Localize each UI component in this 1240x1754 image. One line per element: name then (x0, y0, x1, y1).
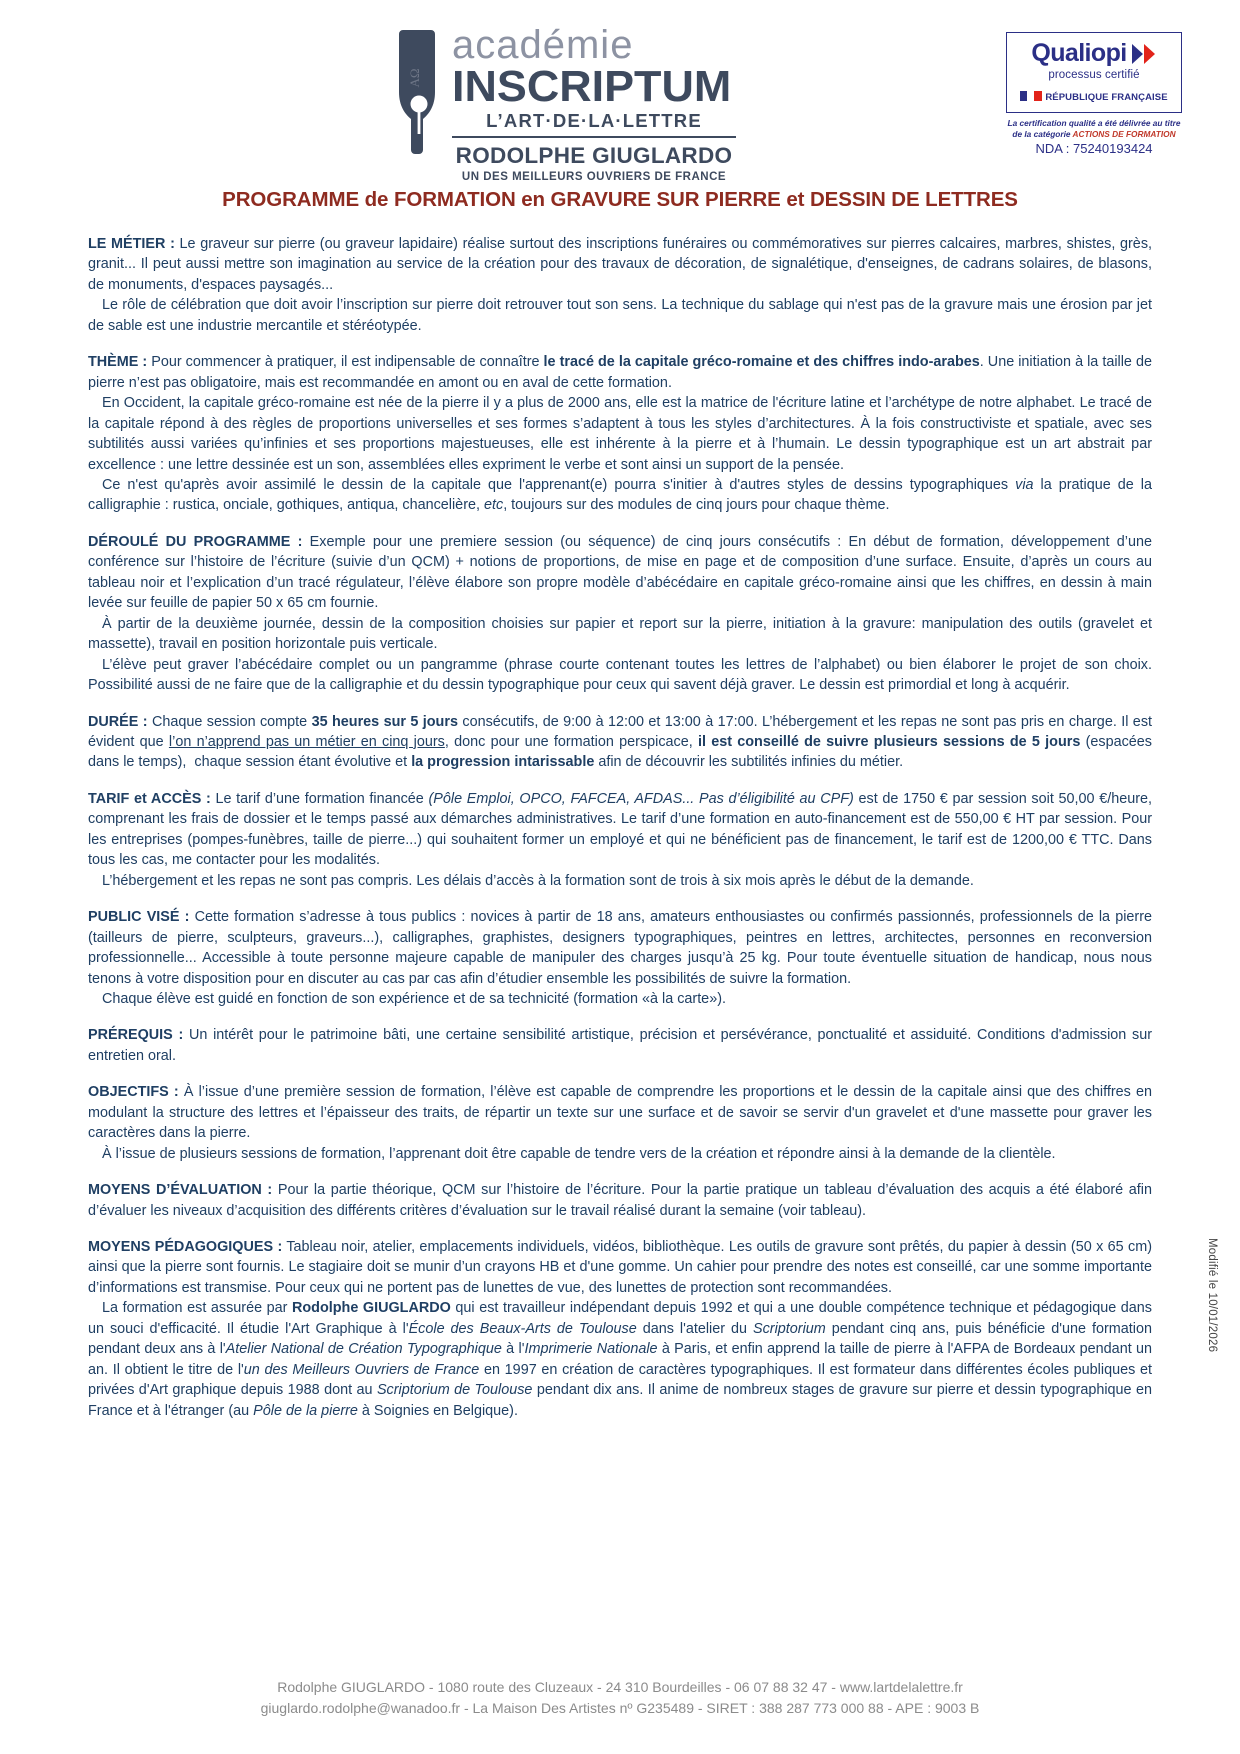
section-heading: OBJECTIFS : (88, 1084, 179, 1101)
section-moyens-evaluation (88, 1180, 1152, 1221)
paragraph: La formation est assurée par Rodolphe GIUGLARDO qui est travailleur indépendant depuis 1992 et qui a une double compétence technique et pédagogique dans un souci d'efficacité. Il étudie l'Art Graphique à l'École des Beaux-Arts de Toulouse dans l'atelier du Scriptorium pendant cinq ans, puis bénéficie d'une formation pendant deux ans à l'Atelier National de Création Typographique à l'Imprimerie Nationale à Paris, et enfin apprend la taille de pierre à l'AFPA de Bordeaux pendant un an. Il obtient le titre de l'un des Meilleurs Ouvriers de France en 1997 en création de caractères typographiques. Il est formateur dans différentes écoles publiques et privées d'Art graphique depuis 1988 dont au Scriptorium de Toulouse pendant dix ans. Il anime de nombreux stages de gravure sur pierre et dessin typographique en France et à l'étranger (au Pôle de la pierre à Soignies en Belgique). (88, 1300, 1153, 1419)
footer-line-contact: Rodolphe GIUGLARDO - 1080 route des Cluzeaux - 24 310 Bourdeilles - 06 07 88 32 47 - www.lartdelalettre.fr (277, 1678, 963, 1695)
qualiopi-category: ACTIONS DE FORMATION (1072, 128, 1176, 139)
paragraph-text: Cette formation s’adresse à tous publics : novices à partir de 18 ans, amateurs enthousiastes ou confirmés passionnés, professionnels de la pierre (tailleurs de pierre, sculpteurs, graveurs...), calligraphes, graphistes, designers typographiques, peintres en lettres, architectes, personnes en reconversion professionnelle... Accessible à toute personne majeure capable de manipuler des charges jusqu’à 25 kg. Pour toute éventuelle situation de handicap, nous nous tenons à votre disposition pour en discuter au cas par cas afin d’étudier ensemble les possibilités de suivre la formation. (88, 909, 1152, 987)
paragraph (88, 907, 1152, 989)
paragraph-text: Exemple pour une premiere session (ou séquence) de cinq jours consécutifs : En début de formation, développement d’une conférence sur l’histoire de l’écriture (suivie d’un QCM) + notions de proportions, de mise en page et de composition d’une surface. Ensuite, d’après un cours au tableau noir et l’explication d’un tracé régulateur, l’élève élabore son propre modèle d’abécédaire en capitale gréco-romaine ainsi que les chiffres, en dessin à main levée sur feuille de papier 50 x 65 cm fournie. (88, 533, 1152, 612)
paragraph: Chaque élève est guidé en fonction de son expérience et de sa technicité (formation «à la carte»). (102, 990, 726, 1007)
logo-academie-text: académie (452, 23, 634, 67)
document-body (0, 234, 1240, 1421)
footer-line-legal: giuglardo.rodolphe@wanadoo.fr - La Maison Des Artistes nº G235489 - SIRET : 388 287 773 000 88 - APE : 9003 B (260, 1700, 980, 1717)
page-title: PROGRAMME de FORMATION en GRAVURE SUR PIERRE et DESSIN DE LETTRES (222, 188, 1018, 211)
italic-text: Scriptorium (753, 1320, 826, 1337)
italic-text: via (1015, 476, 1034, 493)
section-theme (88, 352, 1152, 516)
paragraph-text: Le graveur sur pierre (ou graveur lapidaire) réalise surtout des inscriptions funéraires ou commémoratives sur pierres calcaires, marbres, shistes, grès, granit... Il peut aussi mettre son imagination au service de la création pour des travaux de décoration, de signalétique, d'enseignes, de cadrans solaires, de blasons, de monuments, d'espaces paysagés... (88, 236, 1153, 293)
italic-text: (Pôle Emploi, OPCO, FAFCEA, AFDAS... Pas d’éligibilité au CPF) (428, 790, 854, 807)
section-heading: DÉROULÉ DU PROGRAMME : (88, 533, 303, 550)
paragraph (88, 1025, 1152, 1066)
paragraph: En Occident, la capitale gréco-romaine est née de la pierre il y a plus de 2000 ans, elle est la matrice de l'écriture latine et l’archétype de notre alphabet. Le tracé de la capitale répond à des règles de proportions universelles et ses formes s’adaptent à tous les styles d’architectures. À la fois constructiviste et spatiale, avec ses subtilités aussi variées qu’infinies et ses proportions majestueuses, elle est inhérente à la pierre et à l’humain. Le dessin typographique est un art abstrait par excellence : une lettre dessinée est un son, assemblées elles expriment le verbe et sont ainsi un support de la pensée. (88, 395, 1152, 473)
italic-text: Scriptorium de Toulouse (376, 1382, 533, 1399)
qualiopi-caption-line1: La certification qualité a été délivrée au titre (1007, 118, 1181, 128)
emphasis-text: la progression intarissable (411, 754, 595, 771)
paragraph (88, 1082, 1152, 1143)
french-flag-icon (1020, 88, 1042, 106)
underlined-text: l’on n’apprend pas un métier en cinq jours (168, 733, 445, 750)
emphasis-text: 35 heures sur 5 jours (311, 713, 458, 730)
paragraph (88, 1180, 1152, 1221)
qualiopi-caption (1006, 118, 1182, 139)
document-footer (0, 1677, 1240, 1720)
logo-inscriptum-text: INSCRIPTUM (452, 62, 732, 111)
paragraph-text: Pour la partie théorique, QCM sur l’histoire de l’écriture. Pour la partie pratique un tableau d’évaluation des acquis a été élaboré afin d’évaluer les niveaux d’acquisition des différents critères d’évaluation sur le travail réalisé durant la semaine (voir tableau). (88, 1182, 1152, 1219)
paragraph: DURÉE : Chaque session compte 35 heures sur 5 jours consécutifs, de 9:00 à 12:00 et 13:00 à 17:00. L’hébergement et les repas ne sont pas pris en charge. Il est évident que l’on n’apprend pas un métier en cinq jours, donc pour une formation perspicace, il est conseillé de suivre plusieurs sessions de 5 jours (espacées dans le temps), chaque session étant évolutive et la progression intarissable afin de découvrir les subtilités infinies du métier. (88, 713, 1153, 771)
section-prerequis (88, 1025, 1152, 1066)
emphasis-text: le tracé de la capitale gréco-romaine et des chiffres indo-arabes (543, 354, 980, 371)
italic-text: Imprimerie Nationale (524, 1341, 658, 1358)
qualiopi-subtitle: processus certifié (1048, 69, 1140, 81)
qualiopi-brand-text: Qualiopi (1031, 39, 1127, 67)
qualiopi-caption-prefix: de la catégorie (1012, 128, 1073, 139)
paragraph (88, 234, 1152, 295)
section-objectifs (88, 1082, 1152, 1164)
logo-tagline: L’ART·DE·LA·LETTRE (452, 110, 736, 138)
paragraph: L’hébergement et les repas ne sont pas compris. Les délais d’accès à la formation sont de trois à six mois après le début de la demande. (102, 872, 974, 889)
section-heading: DURÉE : (88, 713, 148, 730)
paragraph-text: Un intérêt pour le patrimoine bâti, une certaine sensibilité artistique, précision et persévérance, ponctualité et assiduité. Conditions d'admission sur entretien oral. (88, 1027, 1152, 1064)
section-deroule (88, 532, 1152, 696)
section-heading: MOYENS D’ÉVALUATION : (88, 1182, 273, 1199)
section-heading: TARIF et ACCÈS : (88, 790, 211, 807)
italic-text: École des Beaux-Arts de Toulouse (408, 1320, 637, 1337)
paragraph-text: À l’issue d’une première session de formation, l’élève est capable de comprendre les proportions et le dessin de la capitale ainsi que des chiffres en modulant la structure des lettres et l’épaisseur des traits, de répartir un texte sur une surface et de savoir se servir d'un gravelet et d'une massette pour graver les caractères dans la pierre. (88, 1084, 1152, 1142)
paragraph: Ce n'est qu'après avoir assimilé le dessin de la capitale que l'apprenant(e) pourra s'initier à d'autres styles de dessins typographiques via la pratique de la calligraphie : rustica, onciale, gothiques, antiqua, chancelière, etc, toujours sur des modules de cinq jours pour chaque thème. (88, 476, 1152, 514)
logo-owner-name: RODOLPHE GIUGLARDO (455, 143, 733, 168)
emphasis-text: il est conseillé de suivre plusieurs sessions de 5 jours (697, 733, 1081, 750)
section-tarif (88, 789, 1152, 891)
section-heading: LE MÉTIER : (88, 236, 175, 252)
section-duree (88, 712, 1152, 773)
italic-text: un des Meilleurs Ouvriers de France (243, 1361, 480, 1378)
paragraph: À partir de la deuxième journée, dessin de la composition choisies sur papier et report sur la pierre, initiation à la gravure: manipulation des outils (gravelet et massette), travail en position horizontale puis verticale. (88, 615, 1152, 653)
section-heading: PRÉREQUIS : (88, 1027, 184, 1044)
section-heading: THÈME : (88, 354, 148, 371)
paragraph: À l’issue de plusieurs sessions de formation, l’apprenant doit être capable de tendre vers de la création et répondre ainsi à la demande de la clientèle. (102, 1145, 1056, 1162)
republique-francaise-text: RÉPUBLIQUE FRANÇAISE (1045, 91, 1168, 103)
document-header (0, 0, 1240, 183)
pen-nib-icon (396, 26, 442, 154)
paragraph (88, 532, 1152, 614)
paragraph: L’élève peut graver l’abécédaire complet ou un pangramme (phrase courte contenant toutes les lettres de l’alphabet) ou bien élaborer le projet de son choix. Possibilité aussi de ne faire que de la calligraphie et du dessin typographique pour ceux qui savent déjà graver. Le dessin est primordial et long à acquérir. (88, 656, 1152, 694)
svg-text:AΩ: AΩ (407, 68, 422, 88)
qualiopi-arrows-icon (1131, 43, 1157, 65)
section-heading: MOYENS PÉDAGOGIQUES : (88, 1239, 283, 1256)
section-moyens-pedagogiques (88, 1237, 1152, 1421)
qualiopi-certification-block (1006, 32, 1182, 156)
logo-mof-line: UN DES MEILLEURS OUVRIERS DE FRANCE (461, 171, 727, 183)
section-public-vise (88, 907, 1152, 1009)
paragraph: TARIF et ACCÈS : Le tarif d’une formation financée (Pôle Emploi, OPCO, FAFCEA, AFDAS... Pas d’éligibilité au CPF) est de 1750 € par session soit 50,00 €/heure, comprenant les frais de dossier et le temps passé aux démarches administratives. Le tarif d’une formation en auto-financement est de 550,00 € HT par session. Pour les entreprises (pompes-funèbres, taille de pierre...) qui souhaitent former un employé et qui ne bénéficient pas de financement, le tarif est de 1200,00 € TTC. Dans tous les cas, me contacter pour les modalités. (88, 790, 1153, 869)
italic-text: Pôle de la pierre (253, 1402, 358, 1419)
italic-text: etc (483, 497, 504, 514)
paragraph: THÈME : Pour commencer à pratiquer, il est indipensable de connaître le tracé de la capitale gréco-romaine et des chiffres indo-arabes. Une initiation à la taille de pierre n’est pas obligatoire, mais est recommandée en amont ou en aval de cette formation. (88, 354, 1152, 391)
trainer-name: Rodolphe GIUGLARDO (292, 1300, 451, 1317)
paragraph-text: Tableau noir, atelier, emplacements individuels, vidéos, bibliothèque. Les outils de gravure sont prêtés, du papier à dessin (50 x 65 cm) ainsi que la pierre sont fournis. Le stagiaire doit se munir d’un crayons HB et d'une gomme. Un cahier pour prendre des notes est conseillé, car une somme importante d’informations est transmise. Pour ceux qui ne portent pas de lunettes de vue, des lunettes de protection sont recommandées. (88, 1239, 1152, 1296)
italic-text: Atelier National de Création Typographique (225, 1341, 502, 1358)
last-modified-note: Modifié le 10/01/2026 (1206, 1238, 1218, 1353)
academie-inscriptum-logo (396, 23, 736, 183)
nda-number: NDA : 75240193424 (1035, 141, 1153, 157)
section-heading: PUBLIC VISÉ : (88, 909, 190, 926)
section-metier (88, 234, 1152, 336)
paragraph (88, 1237, 1152, 1298)
paragraph: Le rôle de célébration que doit avoir l’inscription sur pierre doit retrouver tout son sens. La technique du sablage qui n'est pas de la gravure mais une érosion par jet de sable est une industrie mercantile et stéréotypée. (88, 297, 1152, 334)
qualiopi-logo-box (1006, 32, 1182, 113)
